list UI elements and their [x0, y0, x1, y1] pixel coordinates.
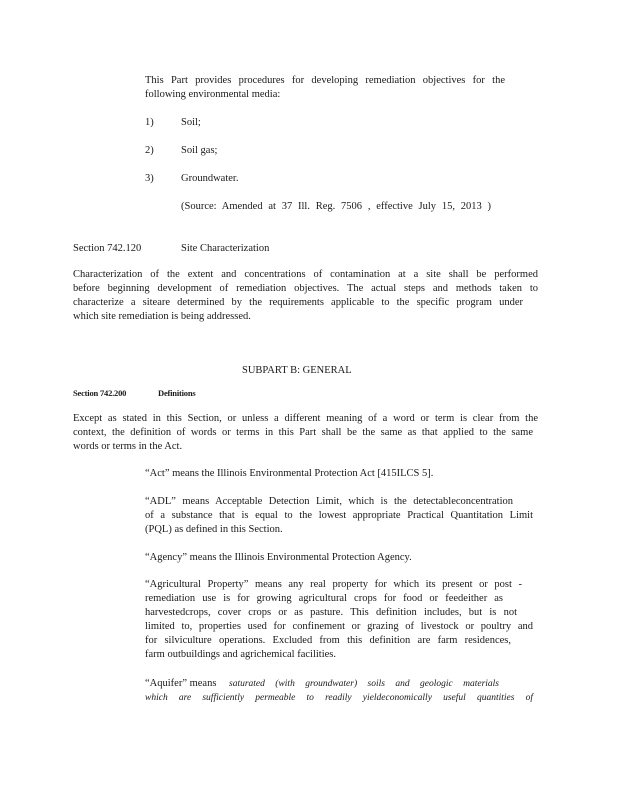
list-item-number: 1): [145, 117, 154, 128]
definition-agricultural-line: harvestedcrops, cover crops or as pasture. This definition includes, but is not: [145, 607, 517, 618]
definition-agricultural-line: “Agricultural Property” means any real property for which its present or post -: [145, 579, 522, 590]
section-number: Section 742.200: [73, 388, 127, 398]
intro-line-2: following environmental media:: [145, 89, 281, 100]
definition-agricultural-line: farm outbuildings and agrichemical facilities.: [145, 649, 336, 660]
definition-agricultural-line: limited to, properties used for confinement or grazing of livestock or poultry and: [145, 621, 533, 632]
paragraph-line: characterize a siteare determined by the requirements applicable to the specific program under: [73, 297, 523, 308]
section-title: Site Characterization: [181, 243, 270, 254]
definition-aquifer-italic: saturated (with groundwater) soils and geologic materials: [229, 679, 499, 689]
paragraph-line: context, the definition of words or terms in this Part shall be the same as that applied to the same: [73, 427, 533, 438]
paragraph-line: words or terms in the Act.: [73, 441, 183, 452]
paragraph-line: which site remediation is being addressed.: [73, 311, 251, 322]
list-item-text: Soil;: [181, 117, 201, 128]
intro-line-1: This Part provides procedures for developing remediation objectives for the: [145, 75, 505, 86]
paragraph-line: Characterization of the extent and concentrations of contamination at a site shall be performed: [73, 269, 538, 280]
paragraph-line: before beginning development of remediation objectives. The actual steps and methods taken to: [73, 283, 538, 294]
subpart-heading: SUBPART B: GENERAL: [242, 365, 352, 376]
definition-adl-line: of a substance that is equal to the lowest appropriate Practical Quantitation Limit: [145, 510, 533, 521]
definition-act: “Act” means the Illinois Environmental Protection Act [415ILCS 5].: [145, 468, 434, 479]
definition-adl-line: (PQL) as defined in this Section.: [145, 524, 283, 535]
definition-aquifer-italic: which are sufficiently permeable to readily yieldeconomically useful quantities of: [145, 693, 533, 703]
definition-agency: “Agency” means the Illinois Environmental Protection Agency.: [145, 552, 412, 563]
source-note: (Source: Amended at 37 Ill. Reg. 7506 , effective July 15, 2013 ): [181, 201, 491, 212]
section-title: Definitions: [158, 388, 196, 398]
definition-agricultural-line: for silviculture operations. Excluded from this definition are farm residences,: [145, 635, 511, 646]
list-item-text: Soil gas;: [181, 145, 218, 156]
list-item-text: Groundwater.: [181, 173, 239, 184]
section-number: Section 742.120: [73, 243, 142, 254]
definition-agricultural-line: remediation use is for growing agricultural crops for food or feedeither as: [145, 593, 503, 604]
list-item-number: 2): [145, 145, 154, 156]
definition-aquifer-lead: “Aquifer” means: [145, 678, 217, 689]
list-item-number: 3): [145, 173, 154, 184]
paragraph-line: Except as stated in this Section, or unless a different meaning of a word or term is clear from the: [73, 413, 538, 424]
definition-adl-line: “ADL” means Acceptable Detection Limit, which is the detectableconcentration: [145, 496, 513, 507]
